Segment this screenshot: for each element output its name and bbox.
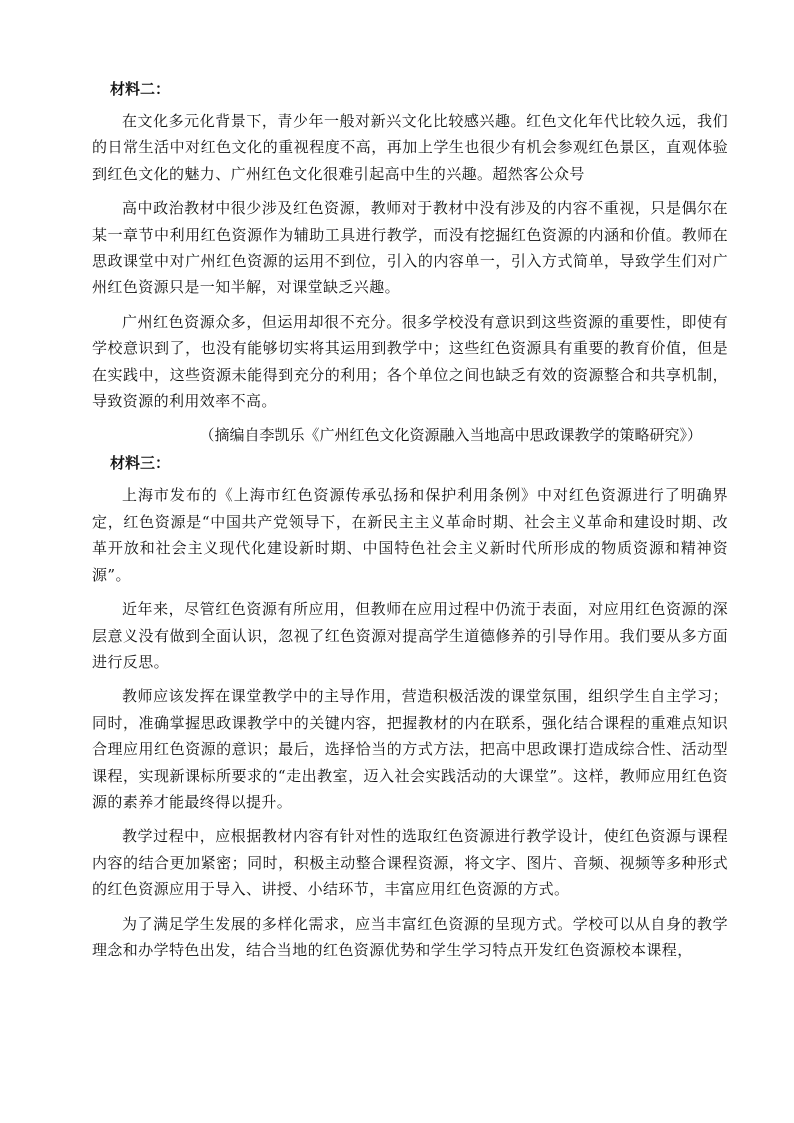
document-body [92,74,728,971]
material-2-heading: 材料二： [110,80,171,98]
material-2-paragraph-1: 在文化多元化背景下，青少年一般对新兴文化比较感兴趣。红色文化年代比较久远，我们的日常生活中对红色文化的重视程度不高，再加上学生也很少有机会参观红色景区，直观体验到红色文化的魅力、广州红色文化很难引起高中生的兴趣。超然客公众号 [92,112,728,183]
material-3-paragraph-2: 近年来，尽管红色资源有所应用，但教师在应用过程中仍流于表面，对应用红色资源的深层意义没有做到全面认识，忽视了红色资源对提高学生道德修养的引导作用。我们要从多方面进行反思。 [92,600,728,671]
material-3-paragraph-3: 教师应该发挥在课堂教学中的主导作用，营造积极活泼的课堂氛围，组织学生自主学习；同时，准确掌握思政课教学中的关键内容，把握教材的内在联系，强化结合课程的重难点知识合理应用红色资源的意识；最后，选择恰当的方式方法，把高中思政课打造成综合性、活动型课程，实现新课标所要求的“走出教室，迈入社会实践活动的大课堂”。这样，教师应用红色资源的素养才能最终得以提升。 [92,687,728,811]
material-3-heading: 材料三： [110,454,171,473]
material-2-citation: （摘编自李凯乐《广州红色文化资源融入当地高中思政课教学的策略研究》） [199,426,702,445]
material-2-paragraph-3: 广州红色资源众多，但运用却很不充分。很多学校没有意识到这些资源的重要性，即使有学校意识到了，也没有能够切实将其运用到教学中；这些红色资源具有重要的教育价值，但是在实践中，这些资源未能得到充分的利用；各个单位之间也缺乏有效的资源整合和共享机制，导致资源的利用效率不高。 [92,312,728,411]
material-3-paragraph-5: 为了满足学生发展的多样化需求，应当丰富红色资源的呈现方式。学校可以从自身的教学理念和办学特色出发，结合当地的红色资源优势和学生学习特点开发红色资源校本课程， [92,914,728,959]
material-3-paragraph-1: 上海市发布的《上海市红色资源传承弘扬和保护利用条例》中对红色资源进行了明确界定，红色资源是“中国共产党领导下，在新民主主义革命时期、社会主义革命和建设时期、改革开放和社会主义现代化建设新时期、中国特色社会主义新时代所形成的物质资源和精神资源”。 [92,486,728,584]
material-2-paragraph-2: 高中政治教材中很少涉及红色资源，教师对于教材中没有涉及的内容不重视，只是偶尔在某一章节中利用红色资源作为辅助工具进行教学，而没有挖掘红色资源的内涵和价值。教师在思政课堂中对广州红色资源的运用不到位，引入的内容单一，引入方式简单，导致学生们对广州红色资源只是一知半解，对课堂缺乏兴趣。 [92,199,728,297]
material-3-paragraph-4: 教学过程中，应根据教材内容有针对性的选取红色资源进行教学设计，使红色资源与课程内容的结合更加紧密；同时，积极主动整合课程资源，将文字、图片、音频、视频等多种形式的红色资源应用于导入、讲授、小结环节，丰富应用红色资源的方式。 [92,827,728,899]
